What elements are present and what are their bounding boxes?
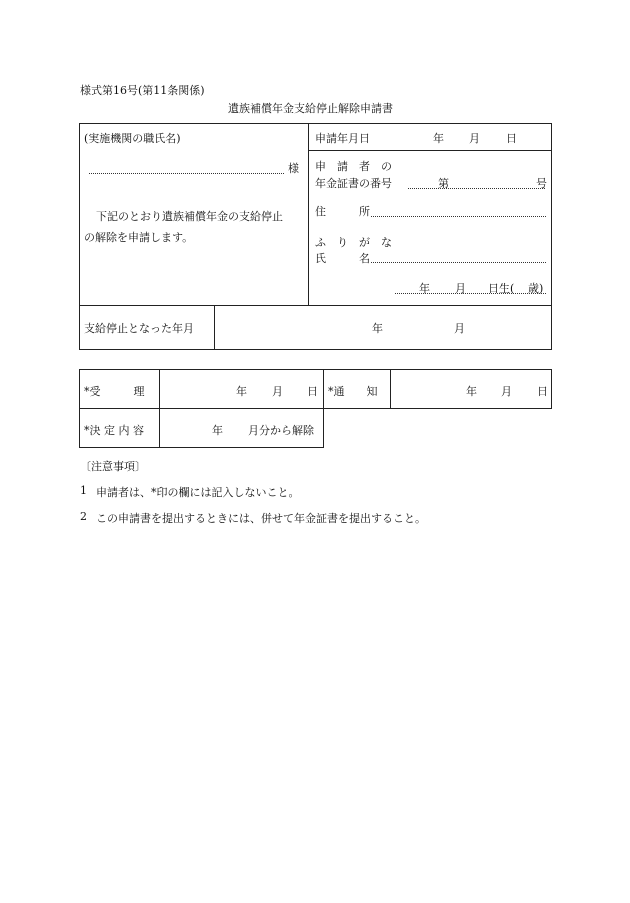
birth-line (395, 293, 546, 294)
birth-month: 月 (455, 282, 466, 295)
birth-year: 年 (419, 282, 430, 295)
name-label: 氏 名 (315, 252, 370, 265)
notice-label: *通 知 (328, 385, 378, 398)
note-number-1: 1 (80, 484, 87, 497)
notice-month: 月 (501, 385, 512, 398)
name-line (371, 262, 546, 263)
receipt-year: 年 (236, 385, 247, 398)
stop-label: 支給停止となった年月 (84, 322, 194, 335)
date-year: 年 (433, 132, 444, 145)
notice-day: 日 (537, 385, 548, 398)
date-month: 月 (469, 132, 480, 145)
stop-year: 年 (372, 322, 383, 335)
furigana-label: ふ り が な (315, 236, 392, 249)
notes-heading: 〔注意事項〕 (80, 460, 146, 473)
note-text-1: 申請者は、*印の欄には記入しないこと。 (96, 486, 300, 499)
form-title: 遺族補償年金支給停止解除申請書 (228, 102, 393, 115)
applicant-label: 申 請 者 の (315, 160, 392, 173)
application-date-label: 申請年月日 (315, 132, 370, 145)
certificate-number-label: 年金証書の番号 (315, 177, 392, 190)
receipt-day: 日 (307, 385, 318, 398)
date-day: 日 (506, 132, 517, 145)
stop-month: 月 (454, 322, 465, 335)
note-number-2: 2 (80, 510, 87, 523)
address-label: 住 所 (315, 205, 370, 218)
birth-day: 日生( (488, 282, 515, 295)
cert-dai: 第 (438, 177, 449, 190)
honorific-sama: 様 (288, 162, 299, 175)
request-text-line1: 下記のとおり遺族補償年金の支給停止 (96, 210, 283, 223)
form-number: 様式第16号(第11条関係) (80, 84, 205, 97)
note-text-2: この申請書を提出するときには、併せて年金証書を提出すること。 (96, 512, 426, 525)
notice-year: 年 (466, 385, 477, 398)
request-text-line2: の解除を申請します。 (84, 231, 194, 244)
receipt-label: *受 理 (84, 385, 145, 398)
agency-label: (実施機関の職氏名) (84, 132, 181, 145)
agency-name-line (89, 173, 284, 174)
address-line (371, 216, 546, 217)
receipt-month: 月 (272, 385, 283, 398)
certificate-number-line (408, 188, 545, 189)
decision-year: 年 (212, 424, 223, 437)
decision-text: 月分から解除 (248, 424, 314, 437)
birth-age: 歳) (528, 282, 544, 295)
cert-go: 号 (536, 177, 547, 190)
decision-label: *決 定 内 容 (84, 424, 144, 437)
